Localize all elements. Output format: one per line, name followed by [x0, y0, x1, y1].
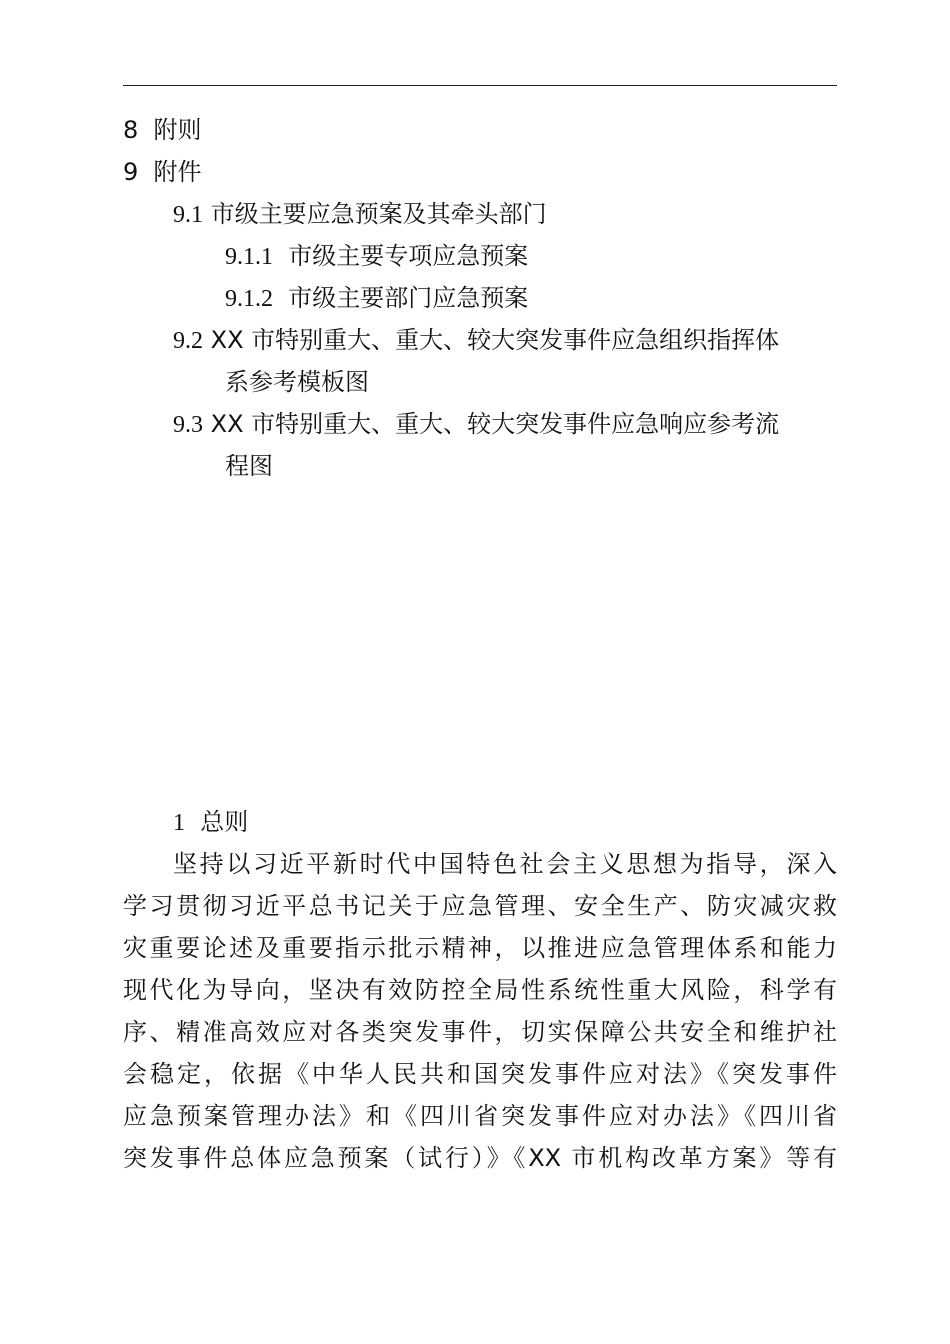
toc-item-9-1[interactable]	[173, 199, 547, 230]
toc-item-number: 9.2	[173, 328, 203, 354]
toc-item-number: 8	[123, 116, 139, 144]
body-line: 灾重要论述及重要指示批示精神，以推进应急管理体系和能力	[123, 934, 837, 962]
toc-item-9-1-2[interactable]	[225, 283, 528, 314]
toc-item-label: 市级主要应急预案及其牵头部门	[210, 200, 547, 228]
body-line: 序、精准高效应对各类突发事件，切实保障公共安全和维护社	[123, 1018, 837, 1046]
toc-item-number: 9.1.1	[225, 244, 273, 270]
body-line: 现代化为导向，坚决有效防控全局性系统性重大风险，科学有	[123, 976, 837, 1004]
toc-item-label: XX 市特别重大、重大、较大突发事件应急组织指挥体	[210, 326, 780, 354]
toc-item-label: 附件	[153, 158, 202, 186]
toc-item-9-2-continued[interactable]	[225, 367, 369, 397]
toc-item-number: 9.1.2	[225, 286, 273, 312]
toc-item-9-3[interactable]	[173, 409, 779, 440]
body-line: 学习贯彻习近平总书记关于应急管理、安全生产、防灾减灾救	[123, 892, 837, 920]
header-rule	[123, 85, 837, 86]
toc-item-9-2[interactable]	[173, 325, 779, 356]
toc-item-label: XX 市特别重大、重大、较大突发事件应急响应参考流	[210, 410, 780, 438]
toc-item-label: 附则	[153, 116, 202, 144]
toc-item-number: 9.3	[173, 412, 203, 438]
body-line: 突发事件总体应急预案（试行）》《XX 市机构改革方案》等有	[123, 1144, 837, 1172]
toc-item-9[interactable]	[123, 157, 202, 187]
toc-item-label-continued: 系参考模板图	[225, 368, 369, 396]
toc-item-9-3-continued[interactable]	[225, 451, 273, 481]
body-line: 会稳定，依据《中华人民共和国突发事件应对法》《突发事件	[123, 1060, 837, 1088]
toc-item-label-continued: 程图	[225, 452, 273, 480]
body-line: 坚持以习近平新时代中国特色社会主义思想为指导，深入	[173, 850, 837, 878]
section-heading	[173, 807, 248, 838]
toc-item-9-1-1[interactable]	[225, 241, 528, 272]
toc-item-8[interactable]	[123, 115, 202, 145]
section-number: 1	[173, 810, 185, 836]
toc-item-label: 市级主要专项应急预案	[288, 242, 529, 270]
section-title: 总则	[200, 808, 249, 836]
toc-item-number: 9	[123, 158, 139, 186]
toc-item-label: 市级主要部门应急预案	[288, 284, 529, 312]
toc-item-number: 9.1	[173, 202, 203, 228]
body-line: 应急预案管理办法》和《四川省突发事件应对办法》《四川省	[123, 1102, 837, 1130]
